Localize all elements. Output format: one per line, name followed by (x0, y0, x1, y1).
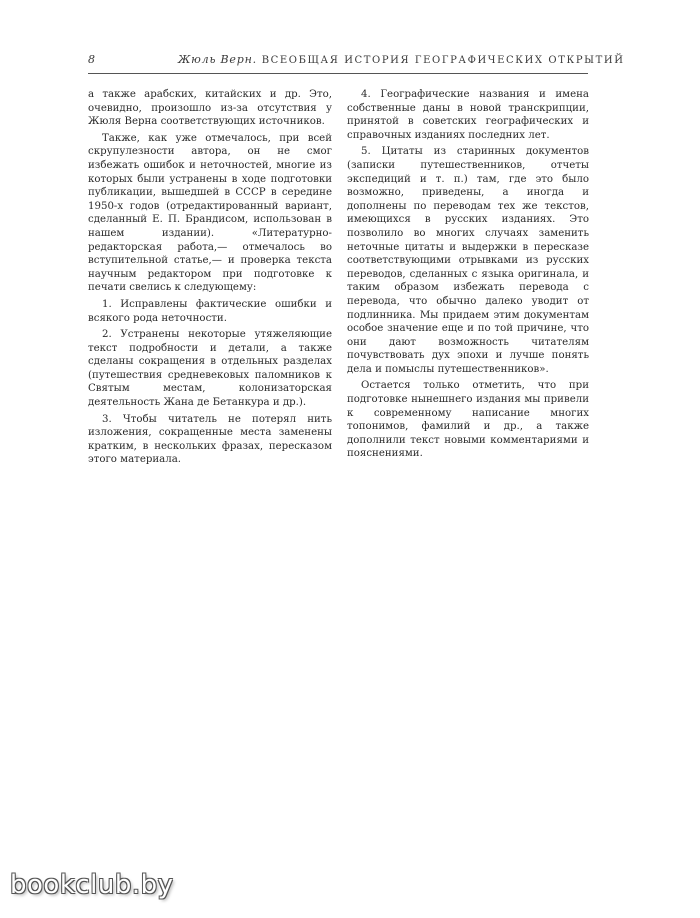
list-item: 1. Исправлены фактические ошибки и всякого рода неточности. (88, 298, 332, 324)
left-text-column (88, 88, 332, 470)
paragraph: а также арабских, китайских и др. Это, очевидно, произошло из-за отсутствия у Жюля Верна соответствующих источников. (88, 89, 332, 128)
running-header (88, 50, 625, 70)
list-item: 3. Чтобы читатель не потерял нить изложения, сокращенные места заменены кратким, в нескольких фразах, пересказом этого материала. (88, 413, 332, 466)
paragraph: Остается только отметить, что при подготовке нынешнего издания мы привели к современному написание многих топонимов, фамилий и др., а также дополнили текст новыми комментариями и пояснениями. (347, 380, 589, 460)
header-author: Жюль Верн. (178, 53, 257, 66)
header-book-title: ВСЕОБЩАЯ ИСТОРИЯ ГЕОГРАФИЧЕСКИХ ОТКРЫТИЙ (261, 55, 625, 66)
paragraph: Также, как уже отмечалось, при всей скрупулезности автора, он не смог избежать ошибок и неточностей, многие из которых были устранены в ходе подготовки публикации, вышедшей в СССР в середине 1950-х годов (отредактированный вариант, сделанный Е. П. Брандисом, использован в нашем издании). «Литературно-редакторская работа,— отмечалось во вступительной статье,— и проверка текста научным редактором при подготовке к печати свелись к следующему: (88, 132, 332, 294)
list-item: 2. Устранены некоторые утяжеляющие текст подробности и детали, а также сделаны сокращения в отдельных разделах (путешествия средневековых паломников к Святым местам, колонизаторская деятельность Жана де Бетанкура и др.). (88, 329, 332, 409)
header-divider (88, 73, 588, 74)
list-item: 4. Географические названия и имена собственные даны в новой транскрипции, принятой в советских географических и справочных изданиях последних лет. (347, 89, 589, 141)
page-number: 8 (88, 53, 95, 66)
watermark-logo: bookclub.by (10, 870, 174, 900)
header-title (178, 53, 625, 66)
right-text-column (347, 88, 589, 464)
list-item: 5. Цитаты из старинных документов (записки путешественников, отчеты экспедиций и т. п.) там, где это было возможно, приведены, а иногда и дополнены по переводам тех же текстов, имеющихся в русских изданиях. Это позволило во многих случаях заменить неточные цитаты и выдержки в пересказе соответствующими отрывками из русских переводов, сделанных с языка оригинала, и таким образом избежать перевода с перевода, что обычно далеко уводит от подлинника. Мы придаем этим документам особое значение еще и по той причине, что они дают возможность читателям почувствовать дух эпохи и лучше понять дела и помыслы путешественников». (347, 146, 589, 375)
